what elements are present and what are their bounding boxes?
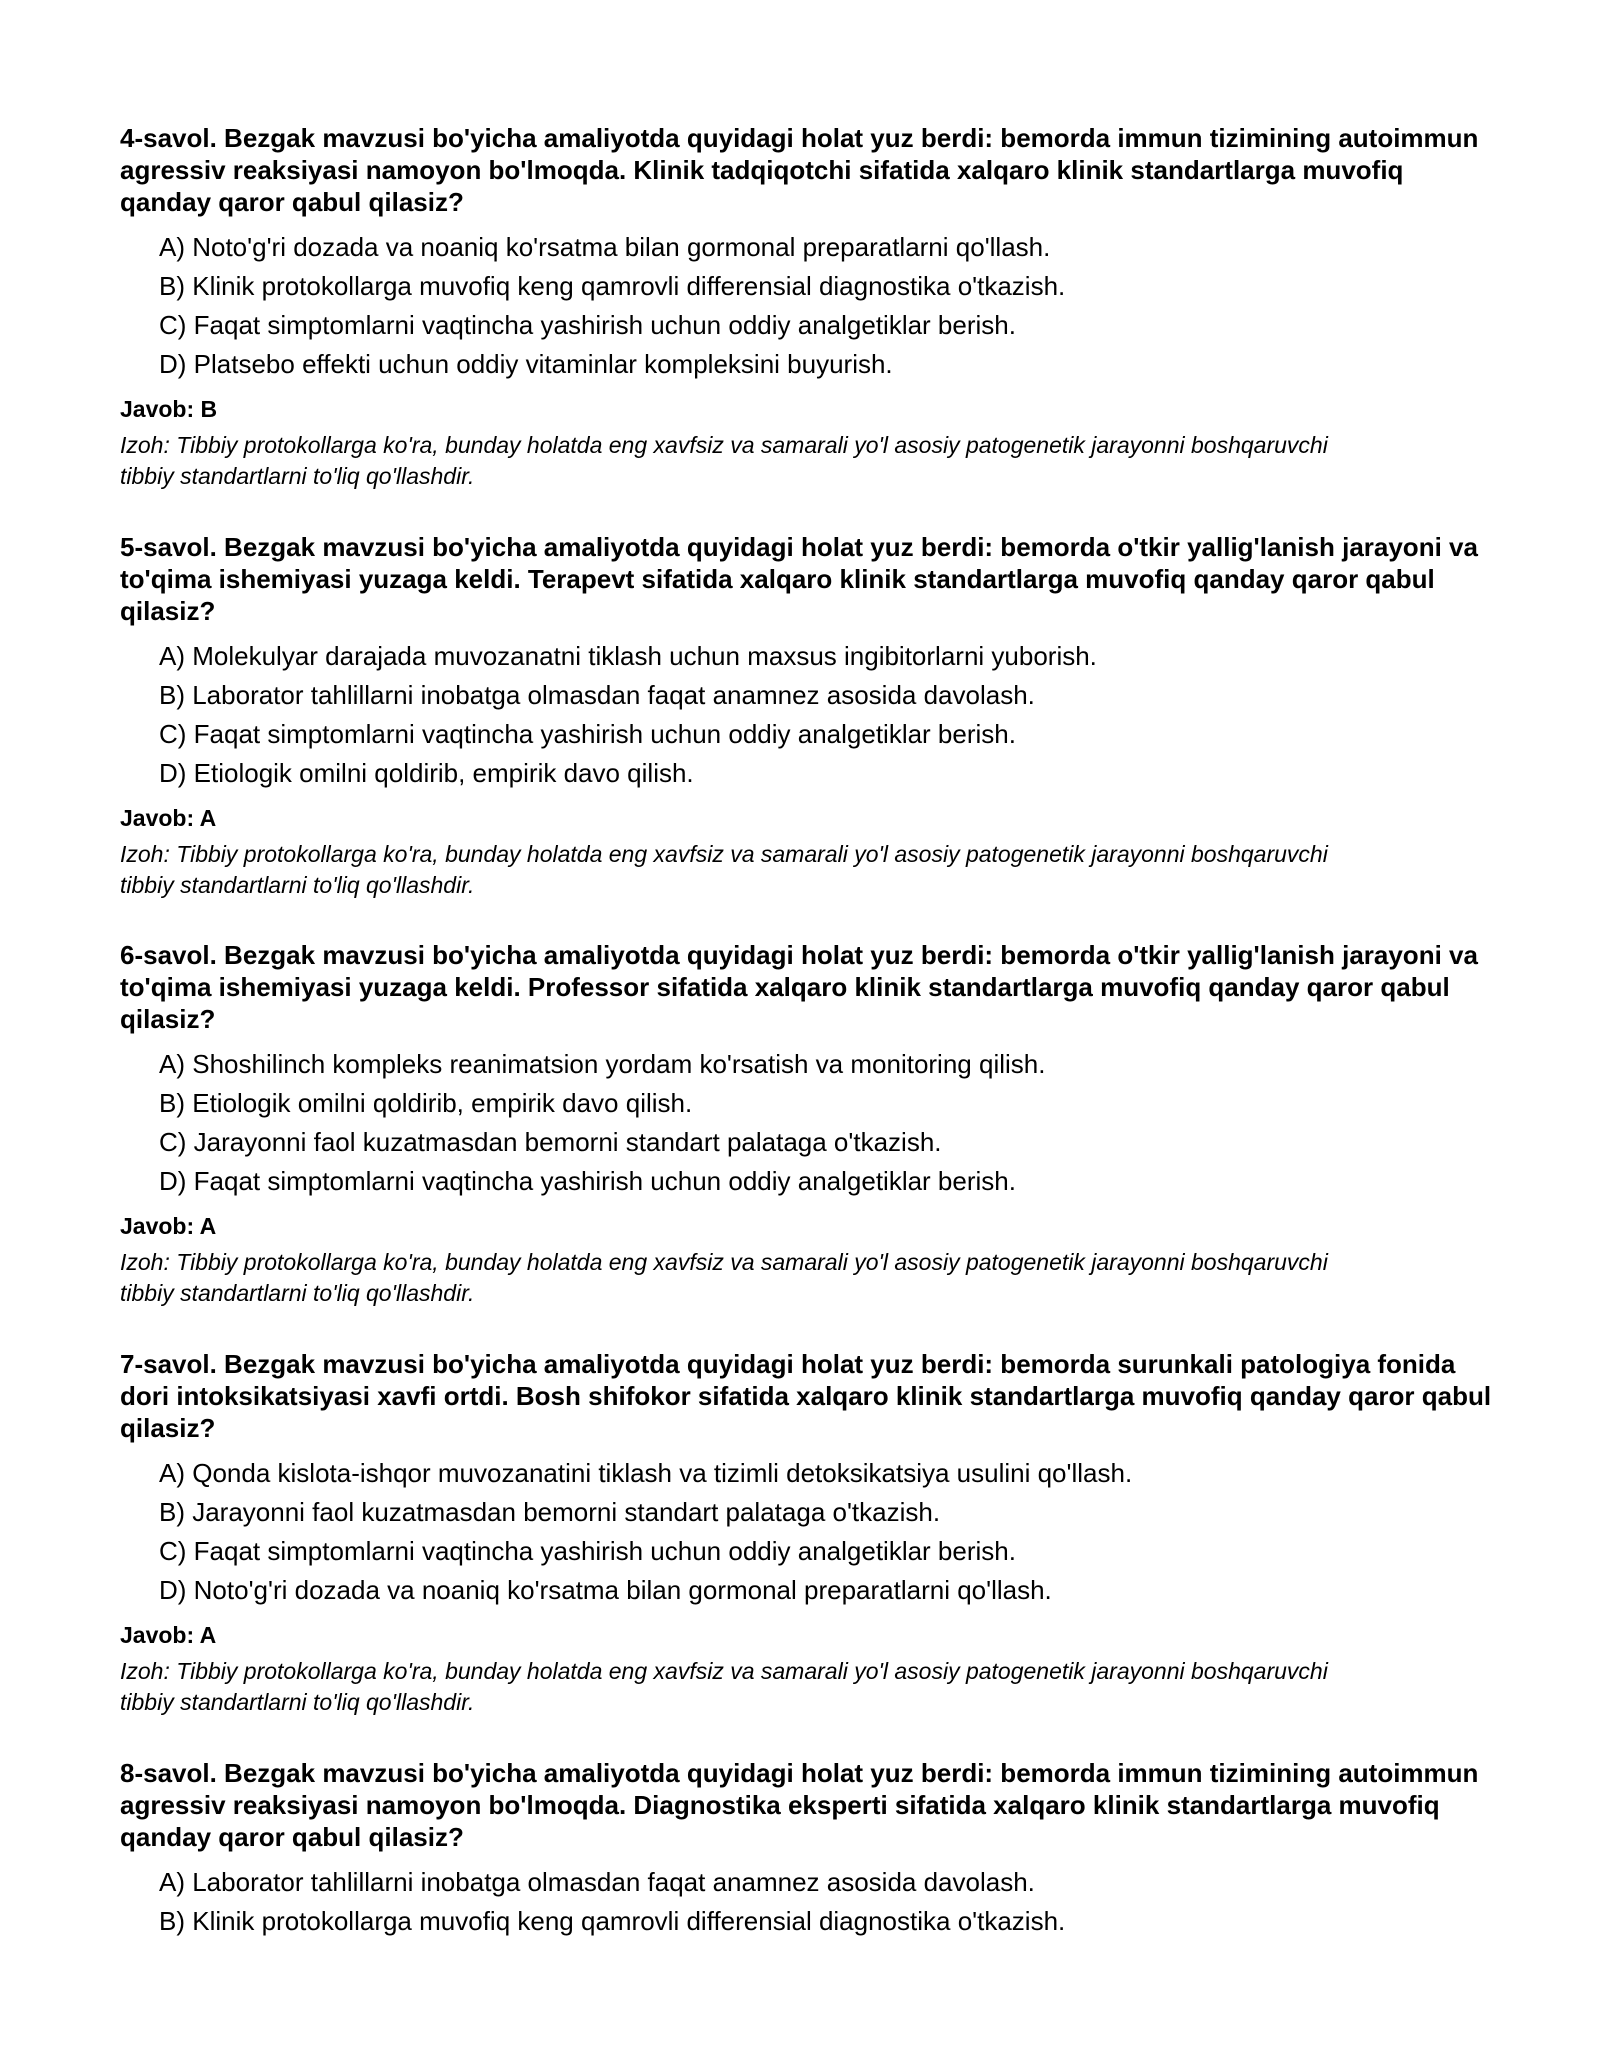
- option-b: B) Klinik protokollarga muvofiq keng qamrovli differensial diagnostika o'tkazish.: [159, 271, 1066, 301]
- question-text: 4-savol. Bezgak mavzusi bo'yicha amaliyotda quyidagi holat yuz berdi: bemorda immun tizimining autoimmun agressiv reaksiyasi namoyon bo'lmoqda. Klinik tadqiqotchi sifatida xalqaro klinik standartlarga muvofiq qanday qaror qabul qilasiz?: [120, 123, 1479, 217]
- question-block: [120, 939, 1500, 1309]
- answer-label: Javob: B: [120, 396, 218, 422]
- option-d: D) Etiologik omilni qoldirib, empirik davo qilish.: [159, 758, 694, 788]
- options-list: [120, 637, 1500, 793]
- option-a: A) Qonda kislota-ishqor muvozanatini tiklash va tizimli detoksikatsiya usulini qo'llash.: [159, 1458, 1133, 1488]
- question-text: 7-savol. Bezgak mavzusi bo'yicha amaliyotda quyidagi holat yuz berdi: bemorda surunkali patologiya fonida dori intoksikatsiyasi xavfi ortdi. Bosh shifokor sifatida xalqaro klinik standartlarga muvofiq qanday qaror qabul qilasiz?: [120, 1349, 1492, 1443]
- option-a: A) Laborator tahlillarni inobatga olmasdan faqat anamnez asosida davolash.: [159, 1867, 1035, 1897]
- option-c: C) Jarayonni faol kuzatmasdan bemorni standart palataga o'tkazish.: [159, 1127, 942, 1157]
- answer-label: Javob: A: [120, 1622, 217, 1648]
- explanation-text: Izoh: Tibbiy protokollarga ko'ra, bunday holatda eng xavfsiz va samarali yo'l asosiy patogenetik jarayonni boshqaruvchi tibbiy standartlarni to'liq qo'llashdir.: [120, 432, 1328, 489]
- options-list: [120, 1045, 1500, 1201]
- answer-label: Javob: A: [120, 805, 217, 831]
- option-b: B) Klinik protokollarga muvofiq keng qamrovli differensial diagnostika o'tkazish.: [159, 1906, 1066, 1936]
- option-b: B) Etiologik omilni qoldirib, empirik davo qilish.: [159, 1088, 693, 1118]
- options-list: [120, 228, 1500, 384]
- option-b: B) Laborator tahlillarni inobatga olmasdan faqat anamnez asosida davolash.: [159, 680, 1035, 710]
- option-a: A) Molekulyar darajada muvozanatni tiklash uchun maxsus ingibitorlarni yuborish.: [159, 641, 1097, 671]
- option-c: C) Faqat simptomlarni vaqtincha yashirish uchun oddiy analgetiklar berish.: [159, 310, 1016, 340]
- option-a: A) Shoshilinch kompleks reanimatsion yordam ko'rsatish va monitoring qilish.: [159, 1049, 1046, 1079]
- explanation-text: Izoh: Tibbiy protokollarga ko'ra, bunday holatda eng xavfsiz va samarali yo'l asosiy patogenetik jarayonni boshqaruvchi tibbiy standartlarni to'liq qo'llashdir.: [120, 841, 1328, 898]
- explanation-text: Izoh: Tibbiy protokollarga ko'ra, bunday holatda eng xavfsiz va samarali yo'l asosiy patogenetik jarayonni boshqaruvchi tibbiy standartlarni to'liq qo'llashdir.: [120, 1249, 1328, 1306]
- question-text: 5-savol. Bezgak mavzusi bo'yicha amaliyotda quyidagi holat yuz berdi: bemorda o'tkir yallig'lanish jarayoni va to'qima ishemiyasi yuzaga keldi. Terapevt sifatida xalqaro klinik standartlarga muvofiq qanday qaror qabul qilasiz?: [120, 532, 1478, 626]
- question-block: [120, 1348, 1500, 1718]
- answer-label: Javob: A: [120, 1213, 217, 1239]
- explanation-text: Izoh: Tibbiy protokollarga ko'ra, bunday holatda eng xavfsiz va samarali yo'l asosiy patogenetik jarayonni boshqaruvchi tibbiy standartlarni to'liq qo'llashdir.: [120, 1658, 1328, 1715]
- question-text: 6-savol. Bezgak mavzusi bo'yicha amaliyotda quyidagi holat yuz berdi: bemorda o'tkir yallig'lanish jarayoni va to'qima ishemiyasi yuzaga keldi. Professor sifatida xalqaro klinik standartlarga muvofiq qanday qaror qabul qilasiz?: [120, 940, 1478, 1034]
- option-d: D) Faqat simptomlarni vaqtincha yashirish uchun oddiy analgetiklar berish.: [159, 1166, 1016, 1196]
- option-b: B) Jarayonni faol kuzatmasdan bemorni standart palataga o'tkazish.: [159, 1497, 941, 1527]
- question-block: [120, 122, 1500, 492]
- option-a: A) Noto'g'ri dozada va noaniq ko'rsatma bilan gormonal preparatlarni qo'llash.: [159, 232, 1051, 262]
- option-c: C) Faqat simptomlarni vaqtincha yashirish uchun oddiy analgetiklar berish.: [159, 1536, 1016, 1566]
- question-block: [120, 1757, 1500, 1941]
- option-c: C) Faqat simptomlarni vaqtincha yashirish uchun oddiy analgetiklar berish.: [159, 719, 1016, 749]
- question-text: 8-savol. Bezgak mavzusi bo'yicha amaliyotda quyidagi holat yuz berdi: bemorda immun tizimining autoimmun agressiv reaksiyasi namoyon bo'lmoqda. Diagnostika eksperti sifatida xalqaro klinik standartlarga muvofiq qanday qaror qabul qilasiz?: [120, 1758, 1479, 1852]
- options-list: [120, 1863, 1500, 1941]
- options-list: [120, 1454, 1500, 1610]
- question-block: [120, 531, 1500, 901]
- option-d: D) Platsebo effekti uchun oddiy vitaminlar kompleksini buyurish.: [159, 349, 893, 379]
- option-d: D) Noto'g'ri dozada va noaniq ko'rsatma bilan gormonal preparatlarni qo'llash.: [159, 1575, 1052, 1605]
